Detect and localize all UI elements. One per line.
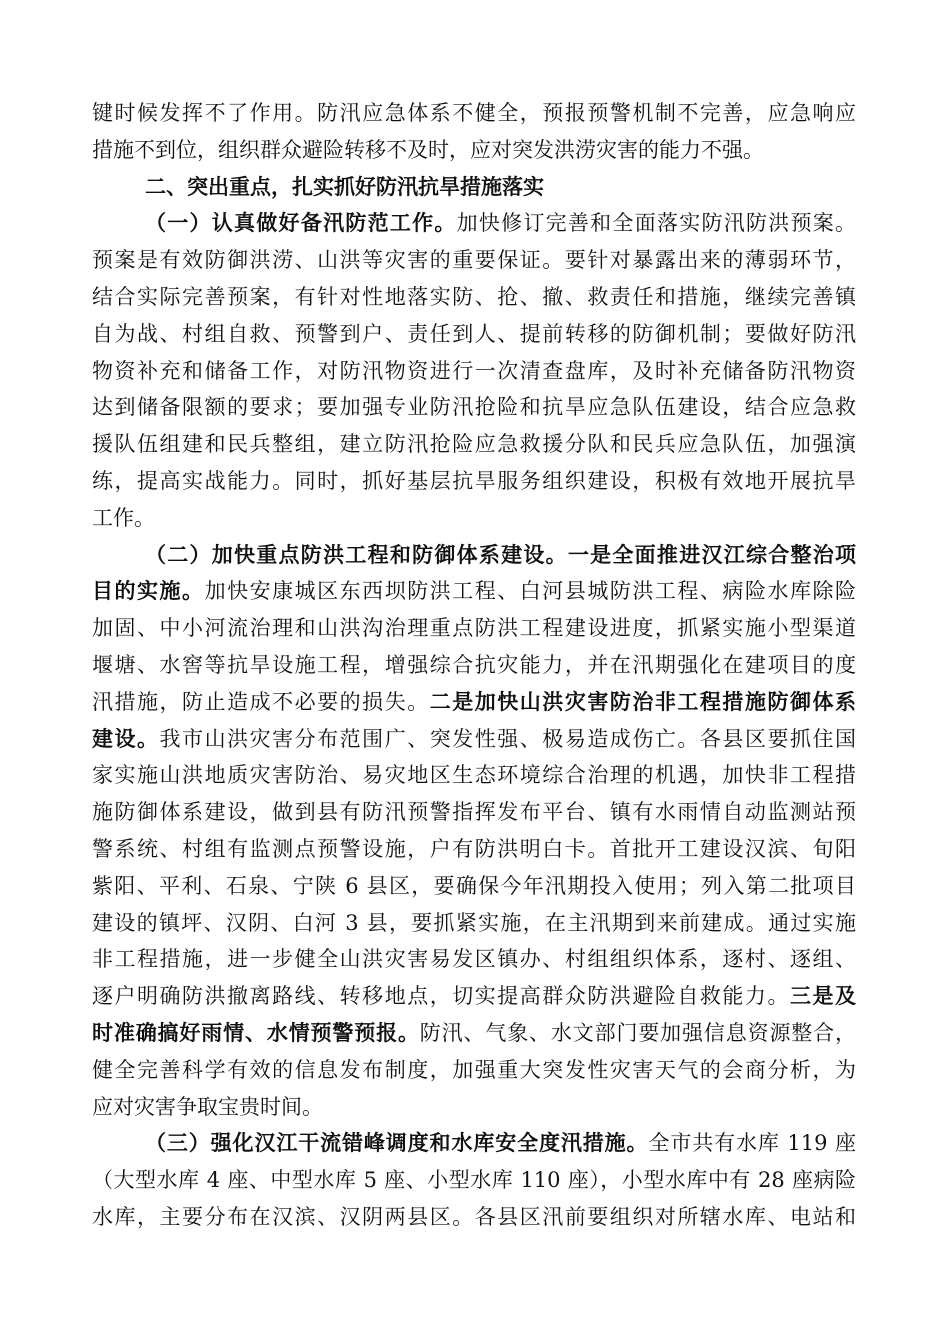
text-line xyxy=(92,282,856,312)
text-line xyxy=(92,944,856,974)
bold-text: 二、突出重点，扎实抓好防汛抗旱措施落实 xyxy=(145,174,544,199)
body-text: （大型水库 4 座、中型水库 5 座、小型水库 110 座），小型水库中有 28 座病险 xyxy=(92,1168,856,1193)
body-text: 应对灾害争取宝贵时间。 xyxy=(92,1094,323,1119)
body-text: 家实施山洪地质灾害防治、易灾地区生态环境综合治理的机遇，加快非工程措 xyxy=(92,763,856,788)
text-line xyxy=(145,208,856,238)
text-line xyxy=(92,981,856,1011)
body-text: 自为战、村组自救、预警到户、责任到人、提前转移的防御机制；要做好防汛 xyxy=(92,321,856,346)
text-line xyxy=(92,760,856,790)
body-text: 防汛、气象、水文部门要加强信息资源整合， xyxy=(419,1021,857,1045)
text-line xyxy=(92,1018,856,1048)
bold-text: （二）加快重点防洪工程和防御体系建设。一是全面推进汉江综合整治项 xyxy=(145,542,856,567)
bold-text: （三）强化汉江干流错峰调度和水库安全度汛措施。 xyxy=(145,1131,649,1156)
text-line xyxy=(92,1055,856,1085)
section-heading xyxy=(145,172,544,202)
text-line xyxy=(92,834,856,864)
bold-text: 时准确搞好雨情、水情预警预报。 xyxy=(92,1021,420,1045)
body-text: 援队伍组建和民兵整组，建立防汛抢险应急救援分队和民兵应急队伍，加强演 xyxy=(92,432,856,457)
body-text: 加快修订完善和全面落实防汛防洪预案。 xyxy=(456,211,857,236)
text-line xyxy=(92,1092,856,1122)
text-line xyxy=(92,98,856,128)
body-text: 汛措施，防止造成不必要的损失。 xyxy=(92,689,430,714)
text-line xyxy=(92,1202,856,1232)
body-text: 健全完善科学有效的信息发布制度，加强重大突发性灾害天气的会商分析，为 xyxy=(92,1057,856,1082)
body-text: 非工程措施，进一步健全山洪灾害易发区镇办、村组组织体系，逐村、逐组、 xyxy=(92,947,856,972)
text-line xyxy=(92,392,856,422)
text-line xyxy=(92,650,856,680)
bold-text: （一）认真做好备汛防范工作。 xyxy=(145,211,457,236)
bold-text: 建设。 xyxy=(92,726,160,751)
body-text: 工作。 xyxy=(92,505,155,530)
text-line xyxy=(145,1128,856,1158)
text-line xyxy=(92,613,856,643)
bold-text: 二是加快山洪灾害防治非工程措施防御体系 xyxy=(429,689,857,714)
text-line xyxy=(92,724,856,754)
text-line xyxy=(92,245,856,275)
text-line xyxy=(92,871,856,901)
body-text: 建设的镇坪、汉阴、白河 3 县，要抓紧实施，在主汛期到来前建成。通过实施 xyxy=(92,910,856,935)
body-text: 警系统、村组有监测点预警设施，户有防洪明白卡。首批开工建设汉滨、旬阳 xyxy=(92,837,856,861)
body-text: 施防御体系建设，做到县有防汛预警指挥发布平台、镇有水雨情自动监测站预 xyxy=(92,800,856,825)
body-text: 措施不到位，组织群众避险转移不及时，应对突发洪涝灾害的能力不强。 xyxy=(92,137,764,162)
body-text: 水库，主要分布在汉滨、汉阴两县区。各县区汛前要组织对所辖水库、电站和 xyxy=(92,1205,856,1229)
bold-text: 三是及 xyxy=(789,984,856,1009)
text-line xyxy=(92,429,856,459)
text-line xyxy=(92,687,856,717)
body-text: 结合实际完善预案，有针对性地落实防、抢、撤、救责任和措施，继续完善镇 xyxy=(92,285,856,309)
body-text: 键时候发挥不了作用。防汛应急体系不健全，预报预警机制不完善，应急响应 xyxy=(92,101,856,125)
body-text: 紫阳、平利、石泉、宁陕 6 县区，要确保今年汛期投入使用；列入第二批项目 xyxy=(92,873,856,898)
body-text: 预案是有效防御洪涝、山洪等灾害的重要保证。要针对暴露出来的薄弱环节， xyxy=(92,248,856,273)
body-text: 练，提高实战能力。同时，抓好基层抗旱服务组织建设，积极有效地开展抗旱 xyxy=(92,469,856,493)
body-text: 加快安康城区东西坝防洪工程、白河县城防洪工程、病险水库除险 xyxy=(204,579,856,604)
body-text: 物资补充和储备工作，对防汛物资进行一次清查盘库，及时补充储备防汛物资 xyxy=(92,358,856,383)
body-text: 堰塘、水窖等抗旱设施工程，增强综合抗灾能力，并在汛期强化在建项目的度 xyxy=(92,653,856,677)
text-line xyxy=(92,1165,856,1195)
body-text: 逐户明确防洪撤离路线、转移地点，切实提高群众防洪避险自救能力。 xyxy=(92,984,790,1009)
body-text: 全市共有水库 119 座 xyxy=(648,1131,856,1156)
text-line xyxy=(92,503,856,533)
text-line xyxy=(92,908,856,938)
text-line xyxy=(145,540,856,570)
text-line xyxy=(92,466,856,496)
text-line xyxy=(92,319,856,349)
body-text: 达到储备限额的要求；要加强专业防汛抢险和抗旱应急队伍建设，结合应急救 xyxy=(92,395,856,420)
text-line xyxy=(92,576,856,606)
text-line xyxy=(92,797,856,827)
body-text: 加固、中小河流治理和山洪沟治理重点防洪工程建设进度，抓紧实施小型渠道 xyxy=(92,616,856,641)
body-text: 我市山洪灾害分布范围广、突发性强、极易造成伤亡。各县区要抓住国 xyxy=(159,726,856,751)
text-line xyxy=(92,135,856,165)
text-line xyxy=(92,356,856,386)
bold-text: 目的实施。 xyxy=(92,579,205,604)
